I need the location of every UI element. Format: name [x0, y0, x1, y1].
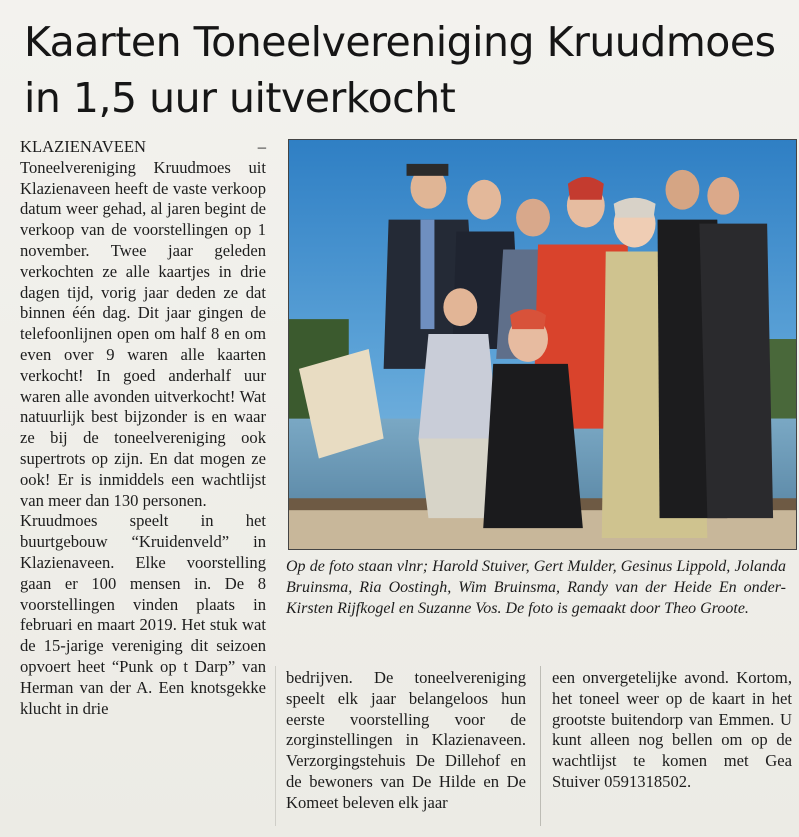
article-paragraph-2: Kruudmoes speelt in het buurtgebouw “Kruidenveld” in Klazienaveen. Elke voorstelling gaan er 100 mensen in. De 8 voorstellingen vinden plaats in februari en maart 2019. Het stuk wat de 15-jarige vereniging dit seizoen opvoert heet “Punk op t Darp” van Herman van der A. Een knotsgekke klucht in drie [20, 511, 266, 718]
column-divider [275, 666, 276, 826]
group-photo-image [289, 140, 796, 549]
group-photo [288, 139, 797, 550]
article-column-3 [552, 668, 792, 793]
article-column-1 [20, 137, 266, 719]
photo-caption: Op de foto staan vlnr; Harold Stuiver, Gert Mulder, Gesinus Lippold, Jolanda Bruinsma, Ria Oostingh, Wim Bruinsma, Randy van der Heide En onder- Kirsten Rijfkogel en Suzanne Vos. De foto is gemaakt door Theo Groote. [286, 558, 786, 617]
article-column-2 [286, 668, 526, 814]
headline-line-1: Kaarten Toneelvereniging Kruudmoes [24, 18, 776, 66]
headline-line-2: in 1,5 uur uitverkocht [24, 74, 456, 122]
article-paragraph-1: KLAZIENAVEEN – Toneelvereniging Kruudmoes uit Klazienaveen heeft de vaste verkoop datum weer gehad, al jaren begint de verkoop van de voorstellingen op 1 november. Twee jaar geleden verkochten ze alle kaartjes in drie dagen tijd, vorig jaar deden ze dat binnen één dag. Dit jaar gingen de telefoonlijnen open om half 8 en om even over 9 waren alle kaarten verkocht! In goed anderhalf uur waren alle avonden uitverkocht! Wat natuurlijk best bijzonder is en waar ze bij de toneelvereniging ook supertrots op zijn. En dat mogen ze ook! Er is inmiddels een wachtlijst van meer dan 130 personen. [20, 137, 266, 510]
column-divider-2 [540, 666, 541, 826]
headline [24, 14, 794, 126]
article-column-3-text: een onvergetelijke avond. Kortom, het toneel weer op de kaart in het grootste buitendorp van Emmen. U kunt alleen nog bellen om op de wachtlijst te komen met Gea Stuiver 0591318502. [552, 668, 792, 791]
article-column-2-text: bedrijven. De toneelvereniging speelt elk jaar belangeloos hun eerste voorstelling voor de zorginstellingen in Klazienaveen. Verzorgingstehuis De Dillehof en de bewoners van De Hilde en De Komeet beleven elk jaar [286, 668, 526, 812]
